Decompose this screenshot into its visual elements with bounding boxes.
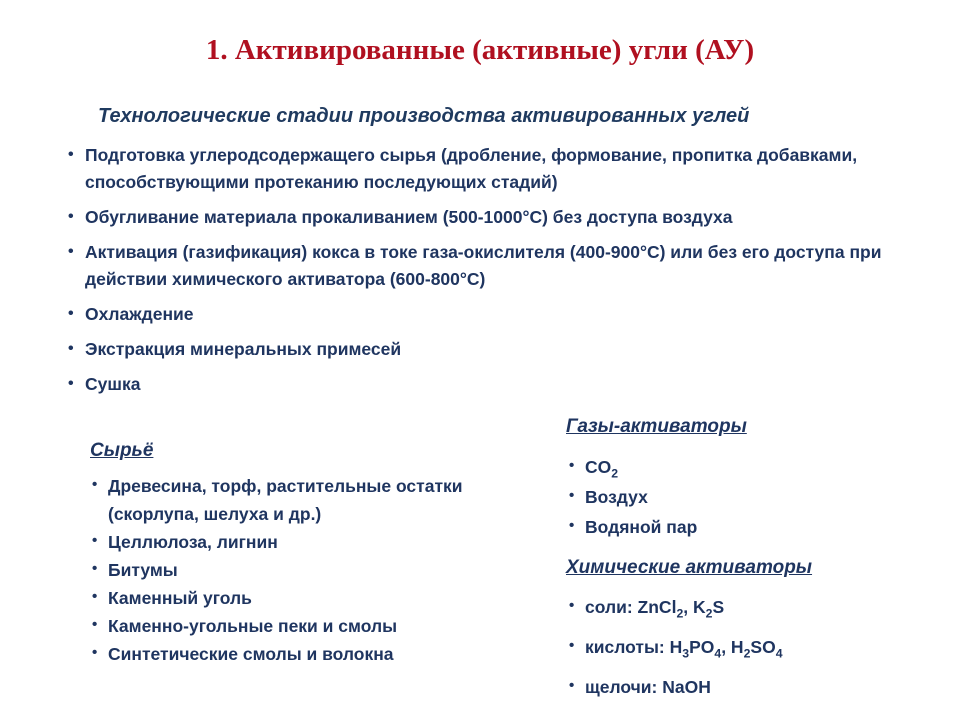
co2-subscript: 2 xyxy=(611,466,619,481)
stage-item: • Охлаждение xyxy=(85,301,885,328)
stage-item: • Активация (газификация) кокса в токе газа-окислителя (400-900°С) или без его доступа при действии химического активатора (600-800°С) xyxy=(85,239,885,293)
stage-item: • Обугливание материала прокаливанием (500-1000°С) без доступа воздуха xyxy=(85,204,885,231)
gases-list xyxy=(585,453,885,543)
stage-item: • Экстракция минеральных примесей xyxy=(85,336,885,363)
h2-subscript: 2 xyxy=(743,646,751,661)
stage-item: • Подготовка углеродсодержащего сырья (дробление, формование, пропитка добавками, способствующими протеканию последующих стадий) xyxy=(85,142,885,196)
gas-item-co2 xyxy=(585,453,885,481)
acids-mid: , H xyxy=(721,637,744,657)
raw-item: • Синтетические смолы и волокна xyxy=(108,640,468,668)
gases-heading: Газы-активаторы xyxy=(566,416,747,437)
gas-item-air: • Воздух xyxy=(585,483,885,511)
salts-prefix: соли: ZnCl xyxy=(585,597,677,617)
page-title: 1. Активированные (активные) угли (АУ) xyxy=(205,34,755,66)
raw-item: • Битумы xyxy=(108,556,468,584)
stages-list xyxy=(85,142,885,406)
salts-mid: , K xyxy=(683,597,706,617)
po4-subscript: 4 xyxy=(714,646,722,661)
co2-text: CO xyxy=(585,457,612,477)
stage-item: • Сушка xyxy=(85,371,885,398)
raw-heading: Сырьё xyxy=(90,440,154,461)
raw-item: • Древесина, торф, растительные остатки (скорлупа, шелуха и др.) xyxy=(108,472,468,528)
raw-list xyxy=(108,472,468,668)
so-text: SO xyxy=(750,637,776,657)
k-subscript: 2 xyxy=(705,606,713,621)
gas-item-steam: • Водяной пар xyxy=(585,513,885,541)
so4-subscript: 4 xyxy=(775,646,783,661)
acids-prefix: кислоты: H xyxy=(585,637,683,657)
chem-item-alkali: • щелочи: NaOH xyxy=(585,673,905,701)
zncl-subscript: 2 xyxy=(676,606,684,621)
chemicals-heading: Химические активаторы xyxy=(566,557,813,578)
raw-item: • Каменно-угольные пеки и смолы xyxy=(108,612,468,640)
chem-item-acids xyxy=(585,633,905,661)
po-text: PO xyxy=(689,637,715,657)
h3-subscript: 3 xyxy=(682,646,690,661)
salts-end: S xyxy=(712,597,725,617)
raw-item: • Целлюлоза, лигнин xyxy=(108,528,468,556)
chemicals-list xyxy=(585,593,905,713)
chem-item-salts xyxy=(585,593,905,621)
stages-subtitle: Технологические стадии производства активированных углей xyxy=(98,105,750,127)
raw-item: • Каменный уголь xyxy=(108,584,468,612)
